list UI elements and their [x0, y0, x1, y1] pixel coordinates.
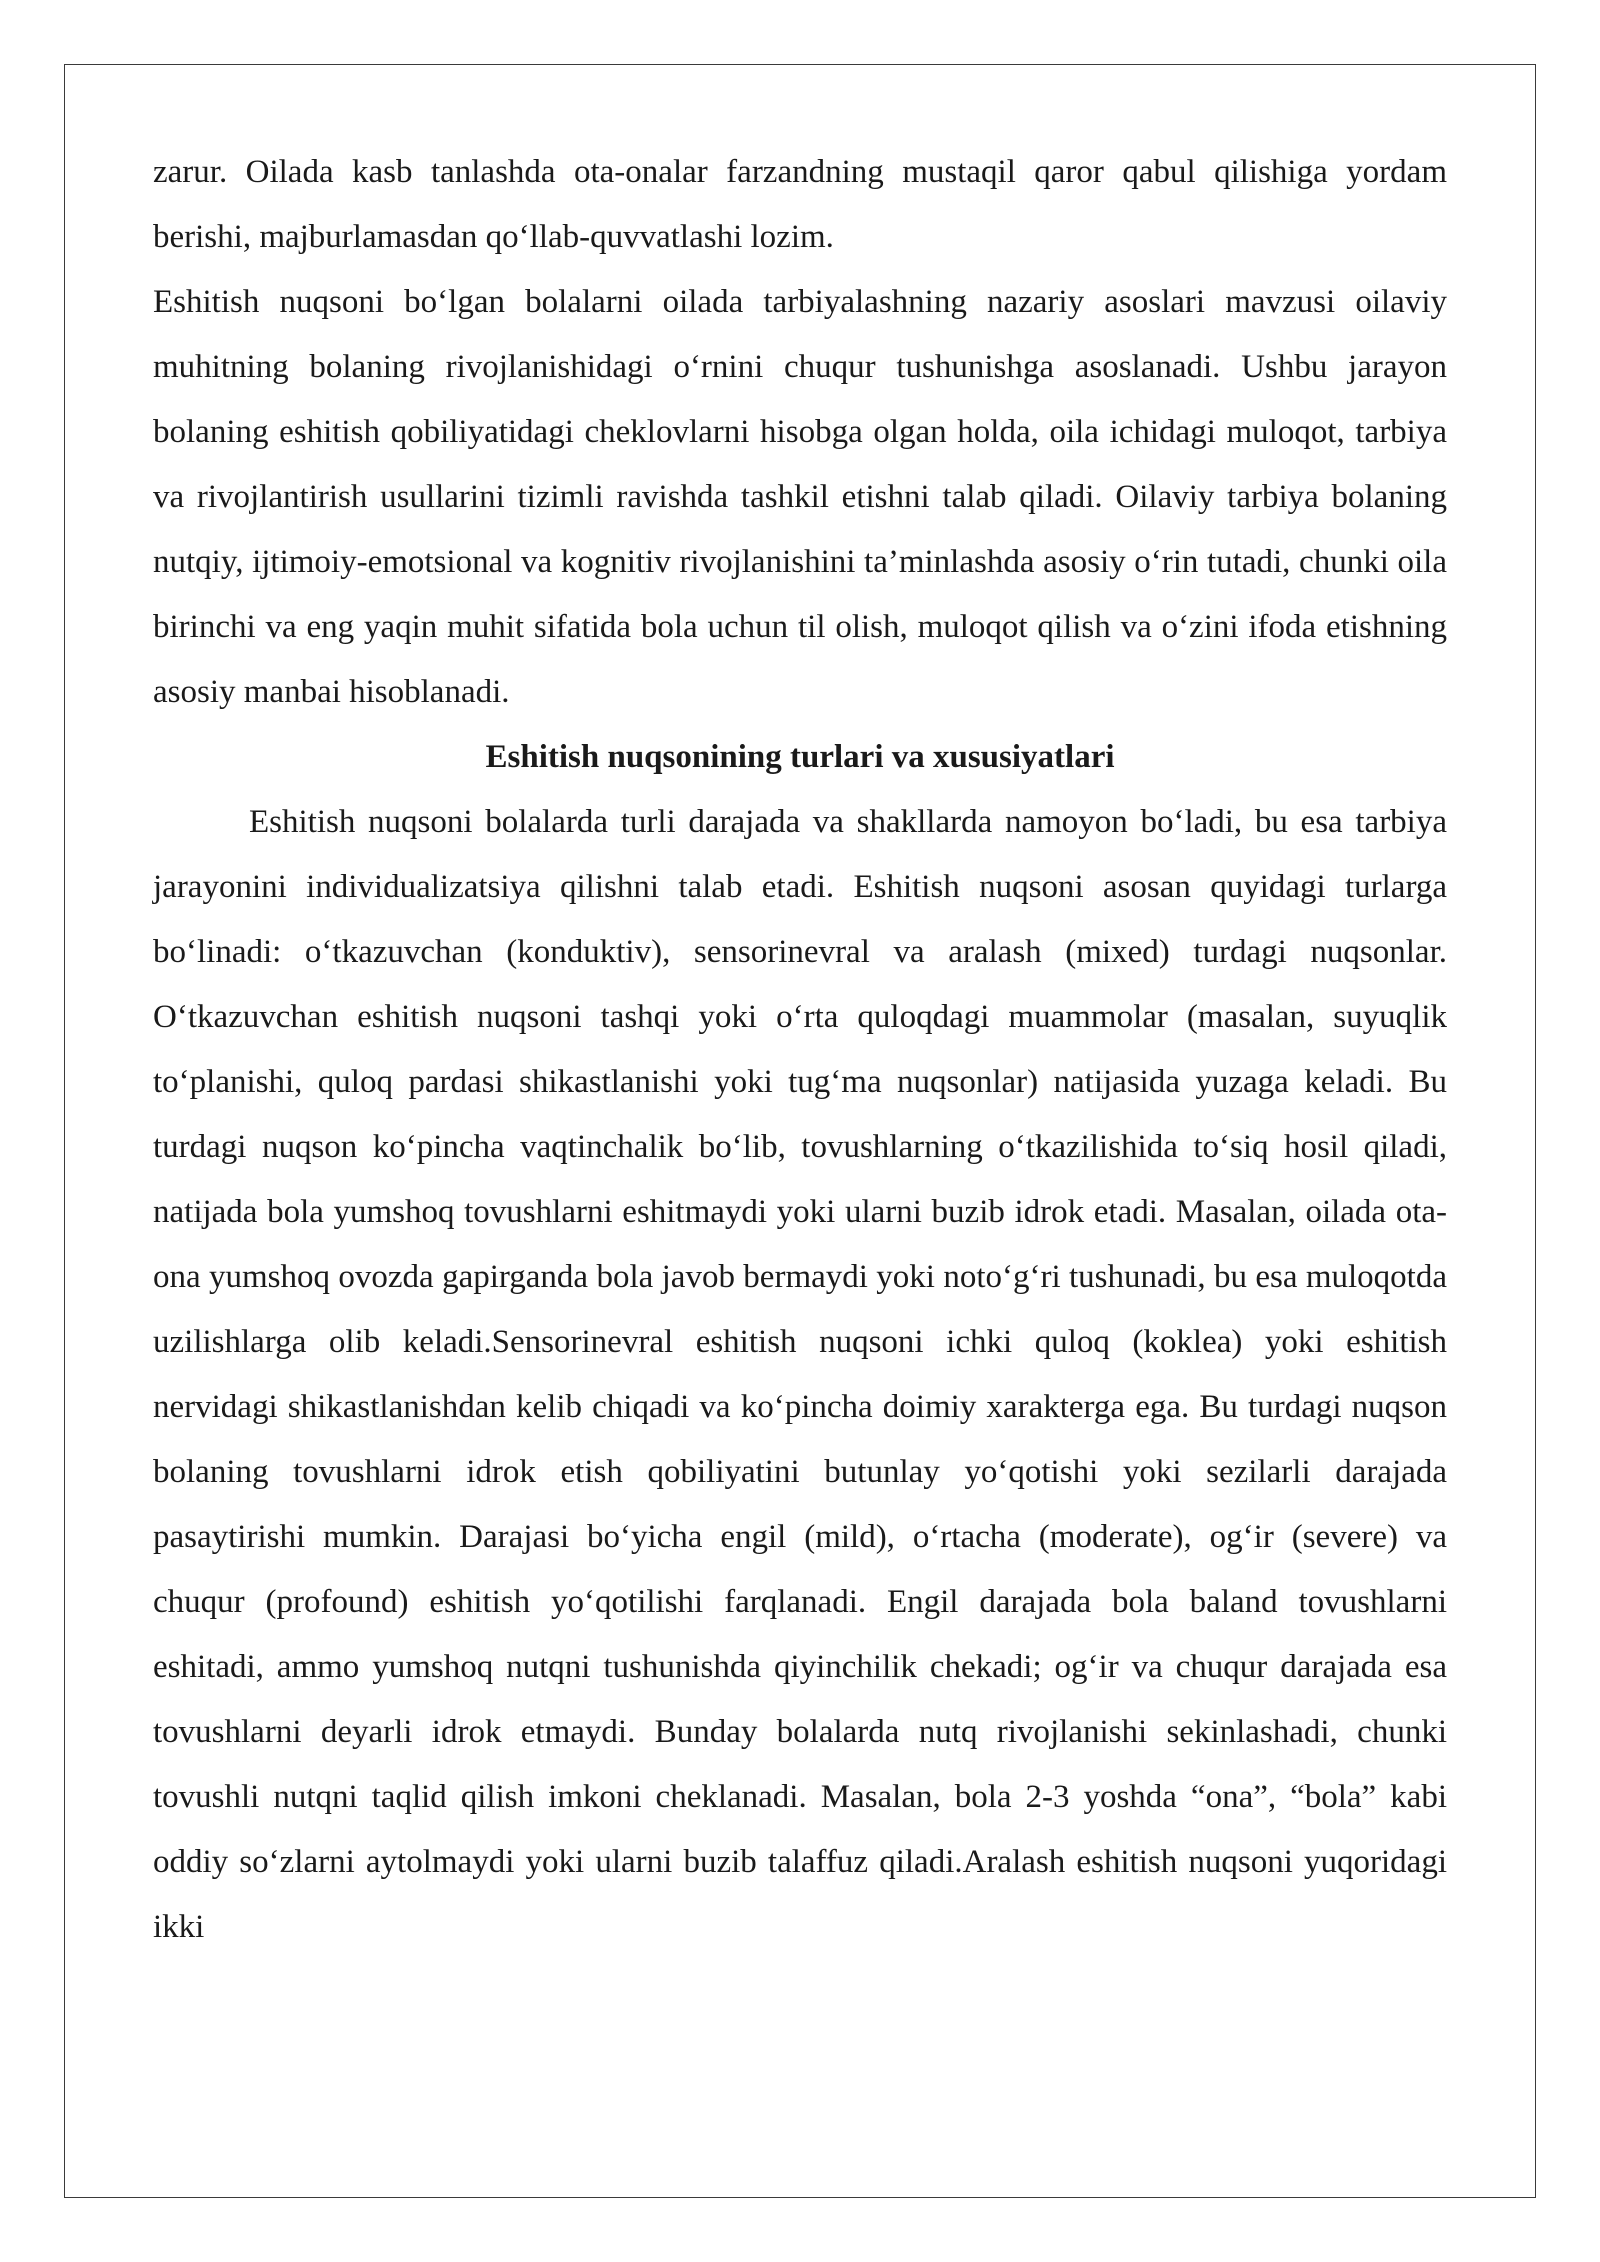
document-body — [153, 140, 1447, 1960]
paragraph-hearing-types: Eshitish nuqsoni bolalarda turli darajada va shakllarda namoyon bo‘ladi, bu esa tarbiya jarayonini individualizatsiya qilishni talab etadi. Eshitish nuqsoni asosan quyidagi turlarga bo‘linadi: o‘tkazuvchan (konduktiv), sensorinevral va aralash (mixed) turdagi nuqsonlar. O‘tkazuvchan eshitish nuqsoni tashqi yoki o‘rta quloqdagi muammolar (masalan, suyuqlik to‘planishi, quloq pardasi shikastlanishi yoki tug‘ma nuqsonlar) natijasida yuzaga keladi. Bu turdagi nuqson ko‘pincha vaqtinchalik bo‘lib, tovushlarning o‘tkazilishida to‘siq hosil qiladi, natijada bola yumshoq tovushlarni eshitmaydi yoki ularni buzib idrok etadi. Masalan, oilada ota-ona yumshoq ovozda gapirganda bola javob bermaydi yoki noto‘g‘ri tushunadi, bu esa muloqotda uzilishlarga olib keladi.Sensorinevral eshitish nuqsoni ichki quloq (koklea) yoki eshitish nervidagi shikastlanishdan kelib chiqadi va ko‘pincha doimiy xarakterga ega. Bu turdagi nuqson bolaning tovushlarni idrok etish qobiliyatini butunlay yo‘qotishi yoki sezilarli darajada pasaytirishi mumkin. Darajasi bo‘yicha engil (mild), o‘rtacha (moderate), og‘ir (severe) va chuqur (profound) eshitish yo‘qotilishi farqlanadi. Engil darajada bola baland tovushlarni eshitadi, ammo yumshoq nutqni tushunishda qiyinchilik chekadi; og‘ir va chuqur darajada esa tovushlarni deyarli idrok etmaydi. Bunday bolalarda nutq rivojlanishi sekinlashadi, chunki tovushli nutqni taqlid qilish imkoni cheklanadi. Masalan, bola 2-3 yoshda “ona”, “bola” kabi oddiy so‘zlarni aytolmaydi yoki ularni buzib talaffuz qiladi.Aralash eshitish nuqsoni yuqoridagi ikki — [153, 804, 1447, 1945]
paragraph-theory: Eshitish nuqsoni bo‘lgan bolalarni oilada tarbiyalashning nazariy asoslari mavzusi oilaviy muhitning bolaning rivojlanishidagi o‘rnini chuqur tushunishga asoslanadi. Ushbu jarayon bolaning eshitish qobiliyatidagi cheklovlarni hisobga olgan holda, oila ichidagi muloqot, tarbiya va rivojlantirish usullarini tizimli ravishda tashkil etishni talab qiladi. Oilaviy tarbiya bolaning nutqiy, ijtimoiy-emotsional va kognitiv rivojlanishini ta’minlashda asosiy o‘rin tutadi, chunki oila birinchi va eng yaqin muhit sifatida bola uchun til olish, muloqot qilish va o‘zini ifoda etishning asosiy manbai hisoblanadi. — [153, 284, 1447, 710]
paragraph-intro: zarur. Oilada kasb tanlashda ota-onalar farzandning mustaqil qaror qabul qilishiga yordam berishi, majburlamasdan qo‘llab-quvvatlashi lozim. — [153, 154, 1447, 255]
section-heading: Eshitish nuqsonining turlari va xususiyatlari — [485, 739, 1115, 775]
